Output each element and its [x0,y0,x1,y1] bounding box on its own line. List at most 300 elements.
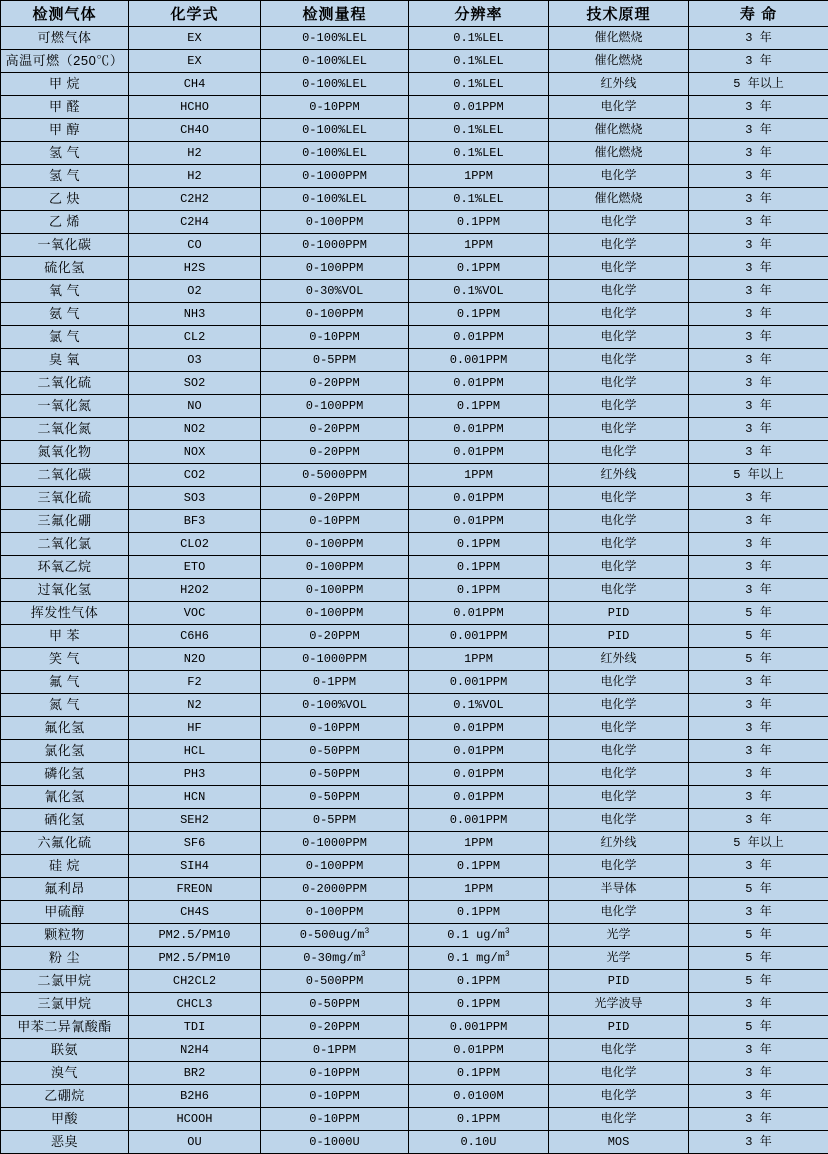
table-row [1,464,828,487]
cell-life: 3 年 [689,487,828,510]
cell-principle: PID [549,970,689,993]
cell-formula: CH4 [129,73,261,96]
cell-resolution: 0.01PPM [409,717,549,740]
column-header-formula: 化学式 [129,1,261,27]
cell-range: $0-30mg/m^3$ [261,947,409,970]
cell-life: 3 年 [689,188,828,211]
cell-life: 3 年 [689,211,828,234]
cell-formula: HCL [129,740,261,763]
cell-range: 0-1000PPM [261,165,409,188]
cell-resolution: 0.10U [409,1131,549,1154]
cell-resolution: 0.1%LEL [409,50,549,73]
cell-range: 0-20PPM [261,487,409,510]
cell-range: 0-5000PPM [261,464,409,487]
cell-resolution: 0.1 $mg/m^3$ [409,947,549,970]
cell-resolution: 0.1PPM [409,901,549,924]
cell-resolution: 1PPM [409,234,549,257]
cell-principle: 红外线 [549,73,689,96]
table-row [1,1108,828,1131]
cell-gas: 挥发性气体 [1,602,129,625]
cell-resolution: 1PPM [409,464,549,487]
cell-gas: 氰化氢 [1,786,129,809]
table-body [1,27,828,1154]
table-row [1,1016,828,1039]
cell-principle: 电化学 [549,1039,689,1062]
cell-life: 3 年 [689,326,828,349]
table-row [1,809,828,832]
table-header-row [1,1,828,27]
cell-resolution: 0.1PPM [409,303,549,326]
cell-resolution: 0.01PPM [409,372,549,395]
cell-range: 0-20PPM [261,418,409,441]
cell-resolution: 0.1PPM [409,993,549,1016]
cell-life: 3 年 [689,96,828,119]
table-row [1,165,828,188]
cell-life: 5 年 [689,924,828,947]
table-row [1,510,828,533]
cell-gas: 三氯甲烷 [1,993,129,1016]
cell-formula: SIH4 [129,855,261,878]
cell-range: 0-100%LEL [261,119,409,142]
cell-formula: NH3 [129,303,261,326]
cell-range: 0-100PPM [261,855,409,878]
cell-formula: O3 [129,349,261,372]
table-row [1,924,828,947]
table-row [1,119,828,142]
cell-life: 3 年 [689,579,828,602]
cell-gas: 氟利昂 [1,878,129,901]
cell-resolution: 0.001PPM [409,349,549,372]
cell-life: 5 年 [689,625,828,648]
cell-formula: N2H4 [129,1039,261,1062]
cell-gas: 氧 气 [1,280,129,303]
cell-life: 5 年 [689,1016,828,1039]
cell-life: 3 年 [689,993,828,1016]
cell-resolution: 0.1%LEL [409,27,549,50]
cell-life: 5 年 [689,970,828,993]
cell-principle: 红外线 [549,832,689,855]
cell-gas: 臭 氧 [1,349,129,372]
table-row [1,740,828,763]
cell-principle: 红外线 [549,464,689,487]
cell-formula: SEH2 [129,809,261,832]
cell-formula: CL2 [129,326,261,349]
cell-resolution: 0.1%VOL [409,280,549,303]
cell-gas: 磷化氢 [1,763,129,786]
table-row [1,96,828,119]
cell-resolution: 0.01PPM [409,786,549,809]
cell-formula: BR2 [129,1062,261,1085]
cell-formula: CH4O [129,119,261,142]
cell-range: 0-30%VOL [261,280,409,303]
cell-principle: 催化燃烧 [549,188,689,211]
cell-resolution: 0.1%LEL [409,119,549,142]
table-row [1,73,828,96]
cell-gas: 甲 醇 [1,119,129,142]
cell-formula: N2 [129,694,261,717]
cell-formula: B2H6 [129,1085,261,1108]
cell-life: 5 年以上 [689,73,828,96]
table-row [1,579,828,602]
cell-gas: 乙 烯 [1,211,129,234]
cell-resolution: 0.1PPM [409,970,549,993]
cell-principle: 电化学 [549,257,689,280]
cell-range: 0-5PPM [261,349,409,372]
column-header-life: 寿 命 [689,1,828,27]
cell-resolution: 0.1PPM [409,556,549,579]
table-row [1,257,828,280]
cell-range: 0-1000U [261,1131,409,1154]
table-row [1,625,828,648]
cell-gas: 硅 烷 [1,855,129,878]
cell-formula: EX [129,27,261,50]
cell-principle: 光学 [549,924,689,947]
cell-formula: OU [129,1131,261,1154]
cell-resolution: 0.1%LEL [409,73,549,96]
cell-range: 0-20PPM [261,372,409,395]
cell-life: 3 年 [689,740,828,763]
cell-gas: 三氟化硼 [1,510,129,533]
cell-life: 3 年 [689,556,828,579]
cell-principle: 电化学 [549,349,689,372]
cell-principle: 红外线 [549,648,689,671]
cell-range: 0-100PPM [261,257,409,280]
cell-resolution: 0.1%LEL [409,188,549,211]
cell-life: 3 年 [689,901,828,924]
cell-resolution: 0.01PPM [409,602,549,625]
cell-resolution: 0.1PPM [409,1108,549,1131]
cell-resolution: 0.1PPM [409,533,549,556]
cell-gas: 笑 气 [1,648,129,671]
table-row [1,418,828,441]
column-header-principle: 技术原理 [549,1,689,27]
cell-principle: 电化学 [549,510,689,533]
cell-range: 0-50PPM [261,740,409,763]
table-row [1,326,828,349]
cell-gas: 乙硼烷 [1,1085,129,1108]
cell-life: 3 年 [689,855,828,878]
cell-principle: 催化燃烧 [549,27,689,50]
cell-life: 3 年 [689,786,828,809]
table-row [1,970,828,993]
cell-formula: NOX [129,441,261,464]
cell-principle: 电化学 [549,280,689,303]
cell-principle: 光学 [549,947,689,970]
cell-gas: 过氧化氢 [1,579,129,602]
cell-resolution: 0.01PPM [409,96,549,119]
cell-formula: VOC [129,602,261,625]
cell-principle: 半导体 [549,878,689,901]
cell-life: 3 年 [689,27,828,50]
cell-range: 0-100%LEL [261,50,409,73]
cell-gas: 粉 尘 [1,947,129,970]
cell-gas: 氟化氢 [1,717,129,740]
cell-formula: ETO [129,556,261,579]
cell-principle: 电化学 [549,556,689,579]
cell-life: 3 年 [689,395,828,418]
cell-life: 3 年 [689,1108,828,1131]
cell-life: 5 年 [689,602,828,625]
cell-resolution: 0.001PPM [409,625,549,648]
cell-principle: 电化学 [549,96,689,119]
cell-life: 3 年 [689,1039,828,1062]
cell-principle: 电化学 [549,487,689,510]
cell-principle: PID [549,602,689,625]
cell-range: 0-10PPM [261,510,409,533]
table-row [1,395,828,418]
cell-range: 0-500PPM [261,970,409,993]
cell-life: 3 年 [689,418,828,441]
cell-principle: MOS [549,1131,689,1154]
table-row [1,901,828,924]
cell-gas: 二氯甲烷 [1,970,129,993]
cell-life: 3 年 [689,349,828,372]
cell-formula: TDI [129,1016,261,1039]
cell-range: 0-1000PPM [261,234,409,257]
cell-gas: 一氧化氮 [1,395,129,418]
cell-gas: 一氧化碳 [1,234,129,257]
cell-resolution: 0.01PPM [409,326,549,349]
cell-resolution: 1PPM [409,878,549,901]
table-row [1,694,828,717]
table-row [1,878,828,901]
table-row [1,533,828,556]
cell-resolution: 0.1PPM [409,1062,549,1085]
cell-formula: C6H6 [129,625,261,648]
cell-resolution: 1PPM [409,648,549,671]
cell-formula: H2 [129,165,261,188]
cell-gas: 硫化氢 [1,257,129,280]
cell-formula: CO2 [129,464,261,487]
cell-range: 0-2000PPM [261,878,409,901]
cell-principle: 电化学 [549,533,689,556]
table-row [1,372,828,395]
cell-formula: BF3 [129,510,261,533]
cell-principle: 电化学 [549,372,689,395]
cell-principle: 电化学 [549,395,689,418]
cell-life: 5 年以上 [689,832,828,855]
cell-life: 3 年 [689,257,828,280]
cell-formula: CLO2 [129,533,261,556]
cell-gas: 颗粒物 [1,924,129,947]
cell-principle: 电化学 [549,809,689,832]
cell-range: 0-100PPM [261,533,409,556]
cell-range: 0-100%LEL [261,73,409,96]
cell-gas: 甲苯二异氰酸酯 [1,1016,129,1039]
cell-principle: 催化燃烧 [549,142,689,165]
cell-range: 0-50PPM [261,786,409,809]
cell-life: 3 年 [689,234,828,257]
cell-range: 0-50PPM [261,993,409,1016]
column-header-resolution: 分辨率 [409,1,549,27]
cell-life: 3 年 [689,717,828,740]
cell-formula: C2H2 [129,188,261,211]
cell-range: 0-100PPM [261,901,409,924]
cell-principle: 电化学 [549,717,689,740]
cell-principle: 电化学 [549,165,689,188]
cell-formula: NO [129,395,261,418]
cell-gas: 甲酸 [1,1108,129,1131]
cell-range: 0-10PPM [261,717,409,740]
cell-resolution: 0.01PPM [409,763,549,786]
cell-life: 3 年 [689,671,828,694]
cell-gas: 氢 气 [1,165,129,188]
table-row [1,487,828,510]
cell-life: 3 年 [689,441,828,464]
cell-gas: 氢 气 [1,142,129,165]
cell-life: 3 年 [689,809,828,832]
cell-range: 0-1000PPM [261,832,409,855]
cell-gas: 氯 气 [1,326,129,349]
cell-gas: 甲 烷 [1,73,129,96]
cell-range: 0-100%VOL [261,694,409,717]
table-row [1,717,828,740]
cell-formula: NO2 [129,418,261,441]
cell-range: 0-10PPM [261,1062,409,1085]
table-row [1,648,828,671]
cell-formula: CO [129,234,261,257]
table-row [1,671,828,694]
table-row [1,441,828,464]
cell-life: 3 年 [689,1062,828,1085]
cell-principle: 电化学 [549,740,689,763]
cell-resolution: 0.01PPM [409,441,549,464]
cell-range: 0-100%LEL [261,188,409,211]
cell-life: 3 年 [689,510,828,533]
cell-resolution: 0.01PPM [409,487,549,510]
cell-life: 3 年 [689,694,828,717]
table-row [1,349,828,372]
cell-resolution: 1PPM [409,165,549,188]
cell-principle: 电化学 [549,211,689,234]
cell-resolution: 0.1%LEL [409,142,549,165]
cell-life: 3 年 [689,280,828,303]
cell-principle: 电化学 [549,418,689,441]
cell-gas: 溴气 [1,1062,129,1085]
cell-life: 3 年 [689,372,828,395]
cell-range: 0-100PPM [261,556,409,579]
cell-range: 0-20PPM [261,1016,409,1039]
cell-range: $0-500ug/m^3$ [261,924,409,947]
cell-principle: 电化学 [549,1108,689,1131]
cell-formula: H2S [129,257,261,280]
cell-formula: H2O2 [129,579,261,602]
cell-resolution: 0.1PPM [409,395,549,418]
cell-resolution: 0.1 $ug/m^3$ [409,924,549,947]
cell-gas: 甲 苯 [1,625,129,648]
cell-principle: 电化学 [549,786,689,809]
cell-principle: 光学波导 [549,993,689,1016]
table-row [1,763,828,786]
cell-formula: SF6 [129,832,261,855]
table-row [1,50,828,73]
cell-gas: 氟 气 [1,671,129,694]
cell-gas: 二氧化碳 [1,464,129,487]
cell-gas: 可燃气体 [1,27,129,50]
cell-range: 0-100PPM [261,211,409,234]
cell-gas: 高温可燃（250℃） [1,50,129,73]
cell-principle: 电化学 [549,579,689,602]
cell-gas: 二氧化氮 [1,418,129,441]
cell-range: 0-10PPM [261,326,409,349]
table-row [1,1131,828,1154]
cell-gas: 氮氧化物 [1,441,129,464]
cell-formula: SO3 [129,487,261,510]
cell-life: 3 年 [689,303,828,326]
cell-resolution: 0.001PPM [409,809,549,832]
cell-principle: 电化学 [549,1085,689,1108]
table-row [1,832,828,855]
cell-range: 0-100PPM [261,602,409,625]
cell-principle: 电化学 [549,855,689,878]
cell-formula: HCN [129,786,261,809]
cell-principle: 催化燃烧 [549,50,689,73]
cell-range: 0-100PPM [261,303,409,326]
table-row [1,280,828,303]
cell-gas: 二氧化氯 [1,533,129,556]
table-row [1,993,828,1016]
cell-formula: EX [129,50,261,73]
cell-range: 0-20PPM [261,625,409,648]
cell-formula: PM2.5/PM10 [129,947,261,970]
cell-resolution: 0.0100M [409,1085,549,1108]
cell-principle: 催化燃烧 [549,119,689,142]
cell-formula: C2H4 [129,211,261,234]
cell-range: 0-1PPM [261,671,409,694]
cell-formula: HF [129,717,261,740]
cell-principle: 电化学 [549,694,689,717]
cell-range: 0-100%LEL [261,142,409,165]
cell-principle: 电化学 [549,234,689,257]
cell-principle: 电化学 [549,326,689,349]
cell-gas: 氯化氢 [1,740,129,763]
table-row [1,211,828,234]
cell-range: 0-1PPM [261,1039,409,1062]
cell-gas: 六氟化硫 [1,832,129,855]
cell-formula: O2 [129,280,261,303]
table-row [1,1085,828,1108]
cell-resolution: 0.01PPM [409,418,549,441]
cell-life: 3 年 [689,50,828,73]
table-row [1,602,828,625]
cell-formula: SO2 [129,372,261,395]
cell-formula: H2 [129,142,261,165]
cell-resolution: 1PPM [409,832,549,855]
cell-life: 3 年 [689,1131,828,1154]
cell-range: 0-1000PPM [261,648,409,671]
cell-resolution: 0.1PPM [409,855,549,878]
cell-resolution: 0.01PPM [409,740,549,763]
table-row [1,27,828,50]
cell-principle: 电化学 [549,441,689,464]
table-row [1,1039,828,1062]
cell-formula: F2 [129,671,261,694]
cell-resolution: 0.1PPM [409,579,549,602]
cell-formula: CHCL3 [129,993,261,1016]
cell-resolution: 0.1%VOL [409,694,549,717]
cell-gas: 联氨 [1,1039,129,1062]
cell-life: 3 年 [689,119,828,142]
cell-range: 0-50PPM [261,763,409,786]
table-row [1,556,828,579]
cell-gas: 环氧乙烷 [1,556,129,579]
cell-principle: 电化学 [549,671,689,694]
cell-resolution: 0.01PPM [409,510,549,533]
cell-gas: 甲硫醇 [1,901,129,924]
cell-life: 3 年 [689,763,828,786]
cell-formula: PH3 [129,763,261,786]
cell-formula: FREON [129,878,261,901]
